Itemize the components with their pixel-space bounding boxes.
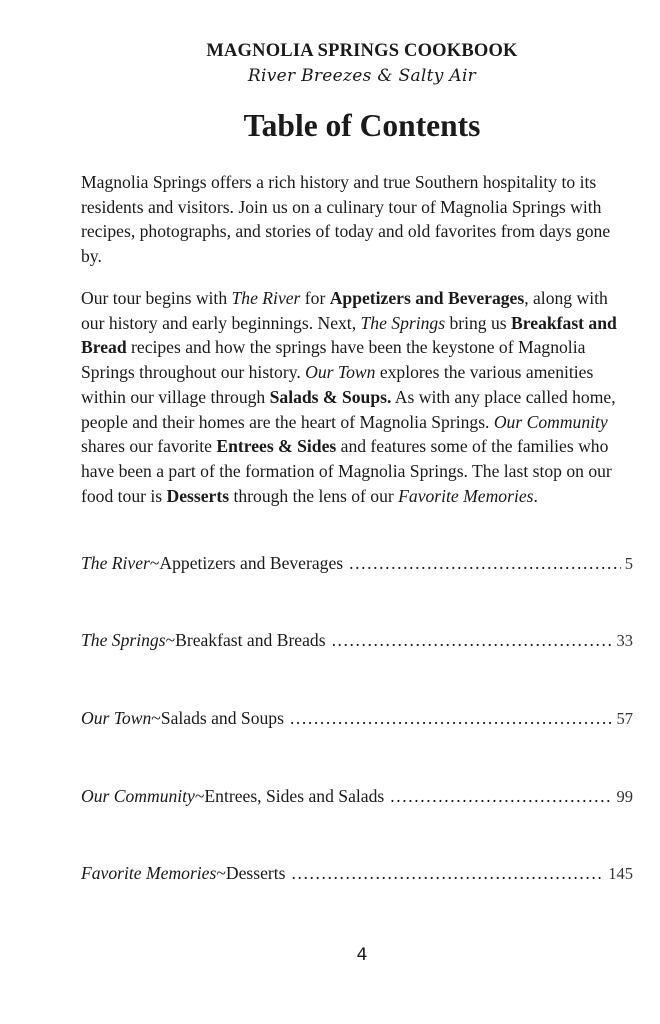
tour-text: shares our favorite <box>81 436 217 457</box>
tour-text: explores the various amenities within our village through <box>81 362 594 407</box>
toc-separator: ~ <box>165 630 176 650</box>
toc-chapter-title: Entrees, Sides and Salads <box>204 786 385 806</box>
tour-text: and features some of the families who have been a part of the formation of Magnolia Springs. The last stop on our food tour is <box>81 436 612 506</box>
toc-chapter-title: Desserts <box>225 863 286 883</box>
toc-page-number: 5 <box>624 554 633 573</box>
chapter-name-appetizers: Appetizers and Beverages <box>329 288 525 308</box>
intro-paragraph: Magnolia Springs offers a rich history and true Southern hospitality to its residents and visitors. Join us on a culinary tour of Magnolia Springs with recipes, photographs, and stories of today and old favorites from days gone by. <box>81 172 611 267</box>
toc-page-number: 33 <box>616 631 633 650</box>
toc-page-number: 57 <box>616 709 633 728</box>
toc-chapter-title: Salads and Soups <box>160 708 284 728</box>
page-number: 4 <box>356 945 368 965</box>
tour-text: . <box>533 485 538 506</box>
tour-paragraph <box>81 286 621 508</box>
toc-entry <box>81 553 633 577</box>
chapter-name-breakfast: Breakfast and Bread <box>81 312 617 358</box>
toc-entry <box>81 786 633 810</box>
toc-section-name: Our Community <box>81 786 195 806</box>
toc-page-number: 145 <box>608 864 633 883</box>
toc-section-name: Favorite Memories <box>81 863 217 883</box>
book-title: MAGNOLIA SPRINGS COOKBOOK <box>206 41 518 61</box>
toc-section-name: The River <box>81 553 150 573</box>
toc-separator: ~ <box>216 863 226 883</box>
toc-entry <box>81 708 633 732</box>
tour-text: Our tour begins with <box>81 288 232 308</box>
toc-section-name: The Springs <box>81 630 166 650</box>
toc-page-number: 99 <box>616 787 633 806</box>
section-name-town: Our Town <box>305 362 376 383</box>
tour-text: recipes and how the springs have been the keystone of Magnolia Springs throughout our history. <box>81 337 586 383</box>
dot-leader <box>332 630 613 651</box>
dot-leader <box>292 863 605 884</box>
chapter-name-entrees: Entrees & Sides <box>216 436 337 457</box>
section-name-memories: Favorite Memories <box>398 485 534 506</box>
toc-entry <box>81 630 633 654</box>
section-name-river: The River <box>231 288 301 308</box>
tour-text: bring us <box>445 312 512 333</box>
tour-text: As with any place called home, people and their homes are the heart of Magnolia Springs. <box>81 386 616 432</box>
tour-text: through the lens of our <box>229 485 399 506</box>
tour-text: , along with our history and early beginnings. Next, <box>81 288 608 333</box>
section-name-springs: The Springs <box>360 312 446 333</box>
dot-leader <box>290 708 613 729</box>
tour-text: for <box>300 288 330 308</box>
book-subtitle: River Breezes & Salty Air <box>247 66 477 86</box>
toc-chapter-title: Breakfast and Breads <box>175 630 326 650</box>
chapter-name-desserts: Desserts <box>166 485 230 506</box>
toc-entry <box>81 863 633 887</box>
toc-separator: ~ <box>194 786 205 806</box>
dot-leader <box>349 553 621 574</box>
toc-separator: ~ <box>151 708 161 728</box>
toc-chapter-title: Appetizers and Beverages <box>159 553 344 573</box>
toc-section-name: Our Town <box>81 708 152 728</box>
page-title: Table of Contents <box>243 108 481 143</box>
section-name-community: Our Community <box>493 411 608 432</box>
dot-leader <box>390 786 612 807</box>
toc-separator: ~ <box>149 553 160 573</box>
chapter-name-salads: Salads & Soups. <box>269 386 392 407</box>
